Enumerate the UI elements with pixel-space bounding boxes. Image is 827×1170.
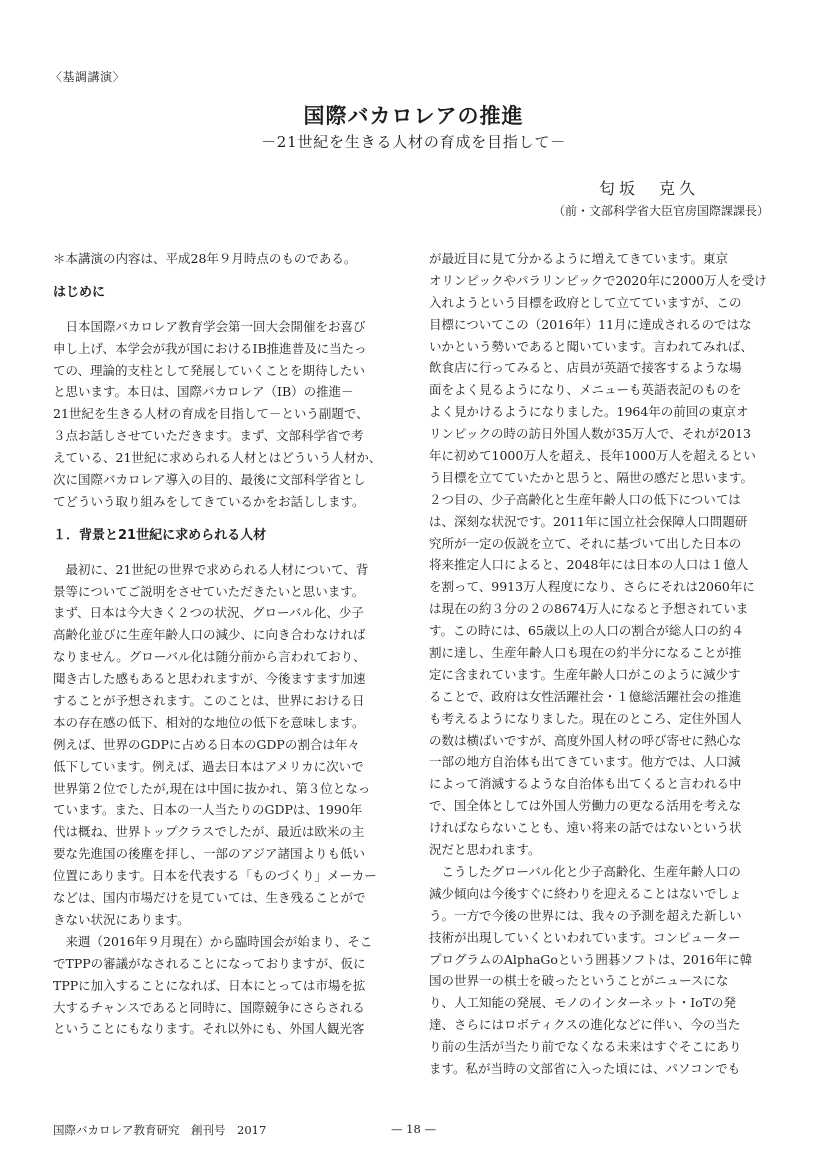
text-line: 究所が一定の仮説を立て、それに基づいて出した日本の — [429, 535, 742, 551]
text-line: 日本国際バカロレア教育学会第一回大会開催をお喜び — [53, 318, 366, 334]
text-line: と思います。本日は、国際バカロレア（IB）の推進－ — [53, 384, 354, 400]
text-line: 次に国際バカロレア導入の目的、最後に文部科学省とし — [53, 472, 366, 488]
right-column-paragraph — [429, 248, 781, 1080]
section-1-paragraph — [53, 559, 399, 1041]
text-line: 来週（2016年９月現在）から臨時国会が始まり、そこ — [53, 933, 373, 949]
text-line: 大するチャンスであると同時に、国際競争にさらされる — [53, 999, 365, 1015]
text-line: 減少傾向は今後すぐに終わりを迎えることはないでしょ — [429, 885, 742, 901]
text-line: TPPに加入することになれば、日本にとっては市場を拡 — [53, 977, 366, 993]
text-line: が最近目に見て分かるように増えてきています。東京 — [429, 251, 729, 266]
text-line: 最初に、21世紀の世界で求められる人材について、背 — [53, 561, 369, 577]
text-line: り前の生活が当たり前でなくなる未来はすぐそこにあり — [429, 1039, 742, 1055]
lecture-note: ＊本講演の内容は、平成28年９月時点のものである。 — [53, 251, 357, 266]
text-line: きない状況にあります。 — [53, 911, 190, 927]
text-line: プログラムのAlphaGoという囲碁ソフトは、2016年に韓 — [429, 951, 753, 967]
text-line: 申し上げ、本学会が我が国におけるIB推進普及に当たっ — [53, 340, 367, 356]
text-line: なりません。グローバル化は随分前から言われており、 — [53, 649, 366, 665]
left-column — [53, 248, 399, 1040]
text-line: 要な先進国の後塵を拝し、一部のアジア諸国よりも低い — [53, 846, 366, 862]
text-line: 聞き古した感もあると思われますが、今後ますます加速 — [53, 671, 366, 687]
text-line: ています。また、日本の一人当たりのGDPは、1990年 — [53, 802, 363, 818]
text-line: 低下しています。例えば、過去日本はアメリカに次いで — [53, 758, 364, 774]
text-line: 年に初めて1000万人を超え、長年1000万人を超えるとい — [429, 448, 756, 464]
text-line: よく見かけるようになりました。1964年の前回の東京オ — [429, 404, 749, 420]
text-line: 代は概ね、世界トップクラスでしたが、最近は欧米の主 — [53, 824, 365, 840]
text-line: 国の世界一の棋士を破ったということがニュースにな — [429, 973, 729, 989]
text-line: 技術が出現していくといわれています。コンピューター — [429, 929, 741, 945]
section-tag: 〈基調講演〉 — [50, 70, 126, 84]
text-line: 割に達し、生産年齢人口も現在の約半分になることが推 — [429, 645, 742, 661]
text-line: でTPPの審議がなされることになっておりますが、仮に — [53, 955, 366, 971]
footer-page-number: — 18 — — [391, 1122, 436, 1136]
introduction-paragraph — [53, 316, 399, 513]
heading-introduction: はじめに — [53, 284, 106, 300]
text-line: ることで、政府は女性活躍社会・１億総活躍社会の推進 — [429, 688, 742, 704]
text-line: 面をよく見るようになり、メニューも英語表記のものを — [429, 382, 742, 398]
author-name: 匂坂 克久 — [598, 179, 699, 198]
text-line: 目標についてこの（2016年）11月に達成されるのではな — [429, 316, 752, 332]
text-line: 21世紀を生きる人材の育成を目指して－という副題で、 — [53, 406, 369, 422]
text-line: 例えば、世界のGDPに占める日本のGDPの割合は年々 — [53, 736, 360, 752]
text-line: ます。私が当時の文部省に入った頃には、パソコンでも — [429, 1060, 741, 1076]
right-column — [429, 248, 781, 1080]
text-line: 一部の地方自治体も出てきています。他方では、人口減 — [429, 754, 741, 770]
page-title: 国際バカロレアの推進 — [303, 103, 524, 128]
text-line: 達、さらにはロボティクスの進化などに伴い、今の当た — [429, 1017, 741, 1033]
text-line: ２つ目の、少子高齢化と生産年齢人口の低下については — [429, 491, 741, 507]
text-line: 本の存在感の低下、相対的な地位の低下を意味します。 — [53, 714, 365, 730]
text-line: す。この時には、65歳以上の人口の割合が総人口の約４ — [429, 623, 744, 639]
text-line: は、深刻な状況です。2011年に国立社会保障人口問題研 — [429, 513, 748, 529]
text-line: オリンピックやパラリンピックで2020年に2000万人を受け — [429, 272, 767, 288]
text-line: う。一方で今後の世界には、我々の予測を超えた新しい — [429, 907, 742, 923]
text-line: 将来推定人口によると、2048年には日本の人口は１億人 — [429, 557, 749, 573]
text-line: によって消滅するような自治体も出てくると言われる中 — [429, 776, 742, 792]
text-line: を割って、9913万人程度になり、さらにそれは2060年に — [429, 579, 755, 595]
text-line: 入れようという目標を政府として立てていますが、この — [429, 294, 742, 310]
text-line: 定に含まれています。生産年齢人口がこのように減少す — [429, 666, 741, 682]
text-line: ３点お話しさせていただきます。まず、文部科学省で考 — [53, 428, 364, 444]
text-line: も考えるようになりました。現在のところ、定住外国人 — [429, 710, 742, 726]
text-line: することが予想されます。このことは、世界における日 — [53, 693, 365, 709]
text-line: ということにもなります。それ以外にも、外国人観光客 — [53, 1021, 365, 1037]
text-line: う目標を立てていたかと思うと、隔世の感だと思います。 — [429, 469, 754, 485]
text-line: 高齢化並びに生産年齢人口の減少、に向き合わなければ — [53, 627, 366, 643]
text-line: 飲食店に行ってみると、店員が英語で接客するような場 — [429, 360, 742, 376]
text-line: まず、日本は今大きく２つの状況、グローバル化、少子 — [53, 605, 364, 621]
text-line: てどういう取り組みをしてきているかをお話しします。 — [53, 493, 365, 509]
text-line: で、国全体としては外国人労働力の更なる活用を考えな — [429, 798, 742, 814]
text-line: り、人工知能の発展、モノのインターネット・IoTの発 — [429, 995, 737, 1011]
page-subtitle: －21世紀を生きる人材の育成を目指して－ — [260, 133, 567, 151]
text-line: こうしたグローバル化と少子高齢化、生産年齢人口の — [429, 863, 741, 879]
text-line: 世界第２位でしたが,現在は中国に抜かれ、第３位となっ — [53, 780, 371, 796]
text-line: は現在の約３分の２の8674万人になると予想されていま — [429, 601, 749, 617]
text-line: えている、21世紀に求められる人材とはどういう人材か、 — [53, 450, 382, 466]
text-line: ければならないことも、遠い将来の話ではないという状 — [429, 820, 742, 836]
text-line: 位置にあります。日本を代表する「ものづくり」メーカー — [53, 868, 377, 884]
heading-section-1: １．背景と21世紀に求められる人材 — [53, 527, 267, 543]
footer-journal: 国際バカロレア教育研究 創刊号 2017 — [53, 1123, 267, 1137]
text-line: の数は横ばいですが、高度外国人材の呼び寄せに熱心な — [429, 732, 742, 748]
text-line: いかという勢いであると聞いています。言われてみれば、 — [429, 338, 754, 354]
text-line: などは、国内市場だけを見ていては、生き残ることがで — [53, 890, 366, 906]
author-affiliation: （前・文部科学省大臣官房国際課課長） — [552, 204, 769, 218]
text-line: 況だと思われます。 — [429, 842, 541, 858]
text-line: リンピックの時の訪日外国人数が35万人で、それが2013 — [429, 426, 751, 442]
text-line: 景等についてご説明をさせていただきたいと思います。 — [53, 583, 365, 599]
text-line: ての、理論的支柱として発展していくことを期待したい — [53, 362, 366, 378]
